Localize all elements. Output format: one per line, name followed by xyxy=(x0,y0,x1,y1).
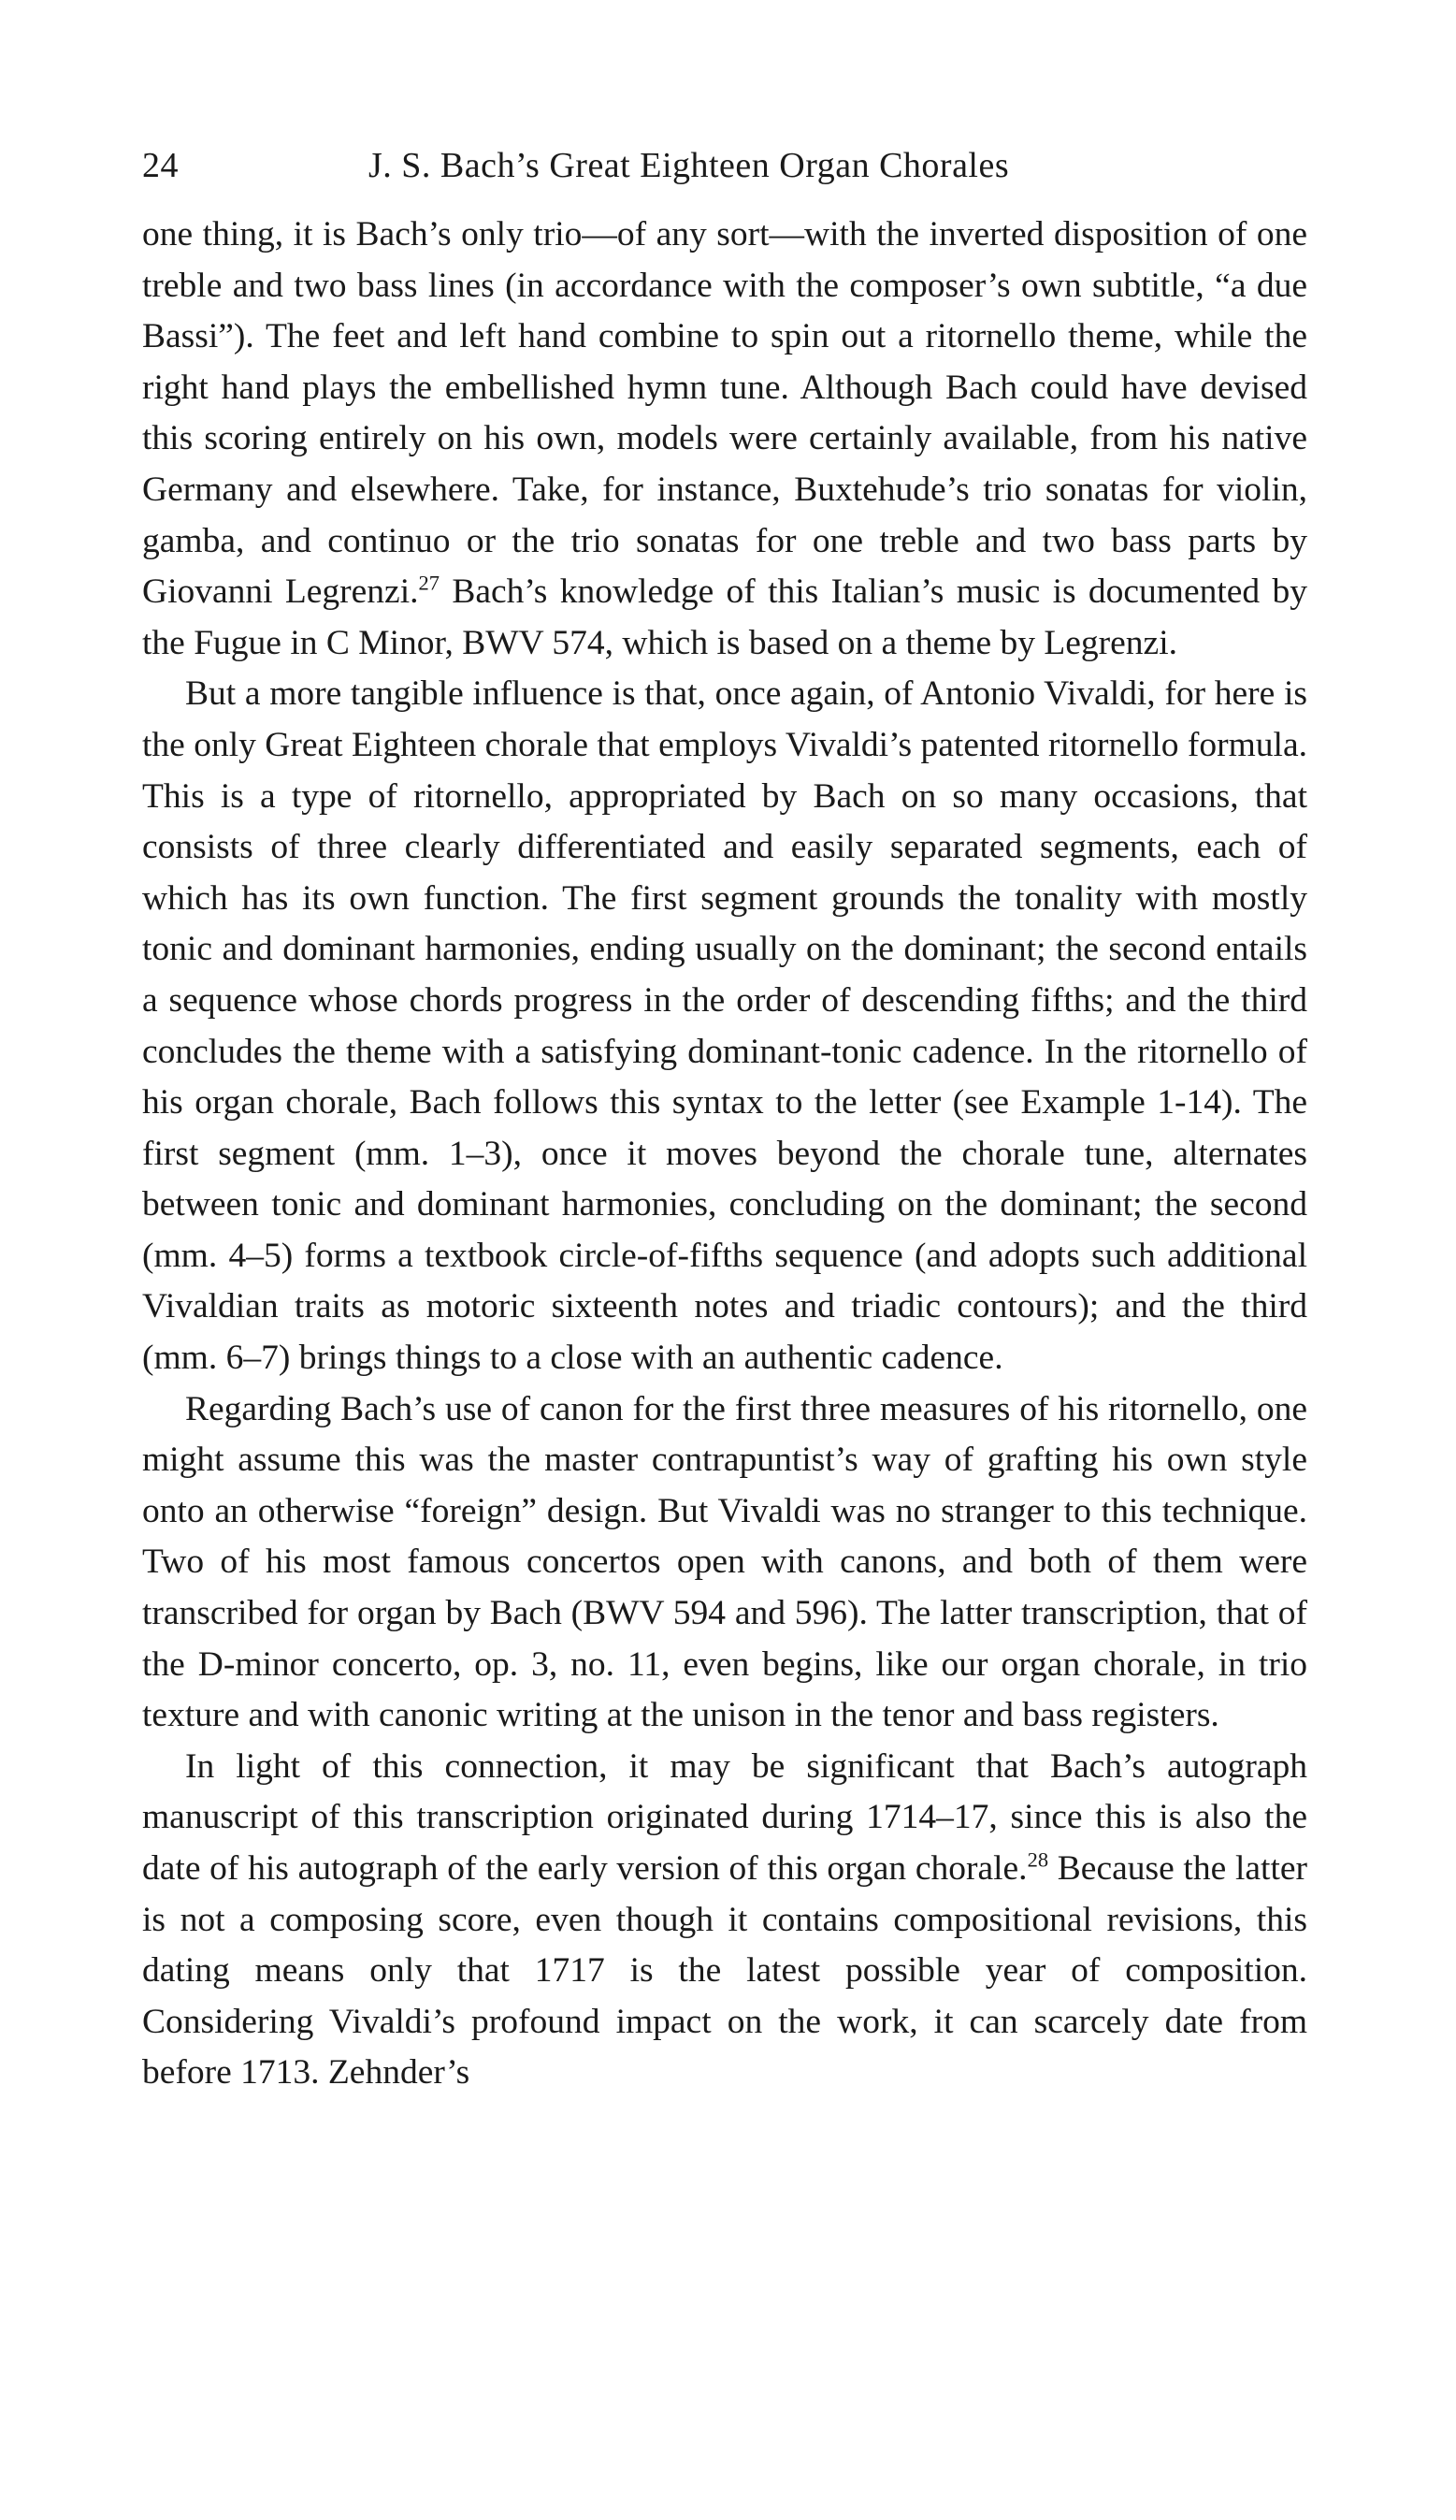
footnote-ref-28[interactable]: 28 xyxy=(1027,1847,1049,1872)
text-segment: In light of this connection, it may be significant that Bach’s autograph manuscript of this transcription originated during 1714–17, since this is also the date of his autograph of the early version of this organ chorale. xyxy=(142,1746,1307,1888)
text-segment: Because the latter is not a composing score, even though it contains compositional revisions, this dating means only that 1717 is the latest possible year of composition. Considering Vivaldi’s profound impact on the work, it can scarcely date from before 1713. Zehnder’s xyxy=(142,1849,1308,2093)
text-segment: one thing, it is Bach’s only trio—of any sort—with the inverted disposition of one treble and two bass lines (in accordance with the composer’s own subtitle, “a due Bassi”). The feet and left hand combine to spin out a ritornello theme, while the right hand plays the embellished hymn tune. Although Bach could have devised this scoring entirely on his own, models were certainly available, from his native Germany and elsewhere. Take, for instance, Buxtehude’s trio sonatas for violin, gamba, and continuo or the trio sonatas for one treble and two bass parts by Giovanni Legrenzi. xyxy=(142,215,1307,612)
footnote-ref-27[interactable]: 27 xyxy=(418,571,440,595)
running-head xyxy=(142,142,1311,189)
text-segment: Bach’s knowledge of this Italian’s music is documented by the Fugue in C Minor, BWV 574, which is based on a theme by Legrenzi. xyxy=(142,572,1307,662)
paragraph-4 xyxy=(142,1742,1307,2099)
text-segment: Regarding Bach’s use of canon for the first three measures of his ritornello, one might assume this was the master contrapuntist’s way of grafting his own style onto an otherwise “foreign” design. But Vivaldi was no stranger to this technique. Two of his most famous concertos open with canons, and both of them were transcribed for organ by Bach (BWV 594 and 596). The latter transcription, that of the D-minor concerto, op. 3, no. 11, even begins, like our organ chorale, in trio texture and with canonic writing at the unison in the tenor and bass registers. xyxy=(142,1389,1307,1735)
paragraph-3 xyxy=(142,1384,1307,1742)
body-text xyxy=(142,210,1307,2099)
paragraph-1 xyxy=(142,210,1307,669)
paragraph-2 xyxy=(142,669,1307,1383)
running-title: J. S. Bach’s Great Eighteen Organ Chorales xyxy=(368,146,1010,185)
page-number: 24 xyxy=(142,146,179,185)
text-segment: But a more tangible influence is that, once again, of Antonio Vivaldi, for here is the only Great Eighteen chorale that employs Vivaldi’s patented ritornello formula. This is a type of ritornello, appropriated by Bach on so many occasions, that consists of three clearly differentiated and easily separated segments, each of which has its own function. The first segment grounds the tonality with mostly tonic and dominant harmonies, ending usually on the dominant; the second entails a sequence whose chords progress in the order of descending fifths; and the third concludes the theme with a satisfying dominant-tonic cadence. In the ritornello of his organ chorale, Bach follows this syntax to the letter (see Example 1-14). The first segment (mm. 1–3), once it moves beyond the chorale tune, alternates between tonic and dominant harmonies, concluding on the dominant; the second (mm. 4–5) forms a textbook circle-of-fifths sequence (and adopts such additional Vivaldian traits as motoric sixteenth notes and triadic contours); and the third (mm. 6–7) brings things to a close with an authentic cadence. xyxy=(142,674,1307,1378)
